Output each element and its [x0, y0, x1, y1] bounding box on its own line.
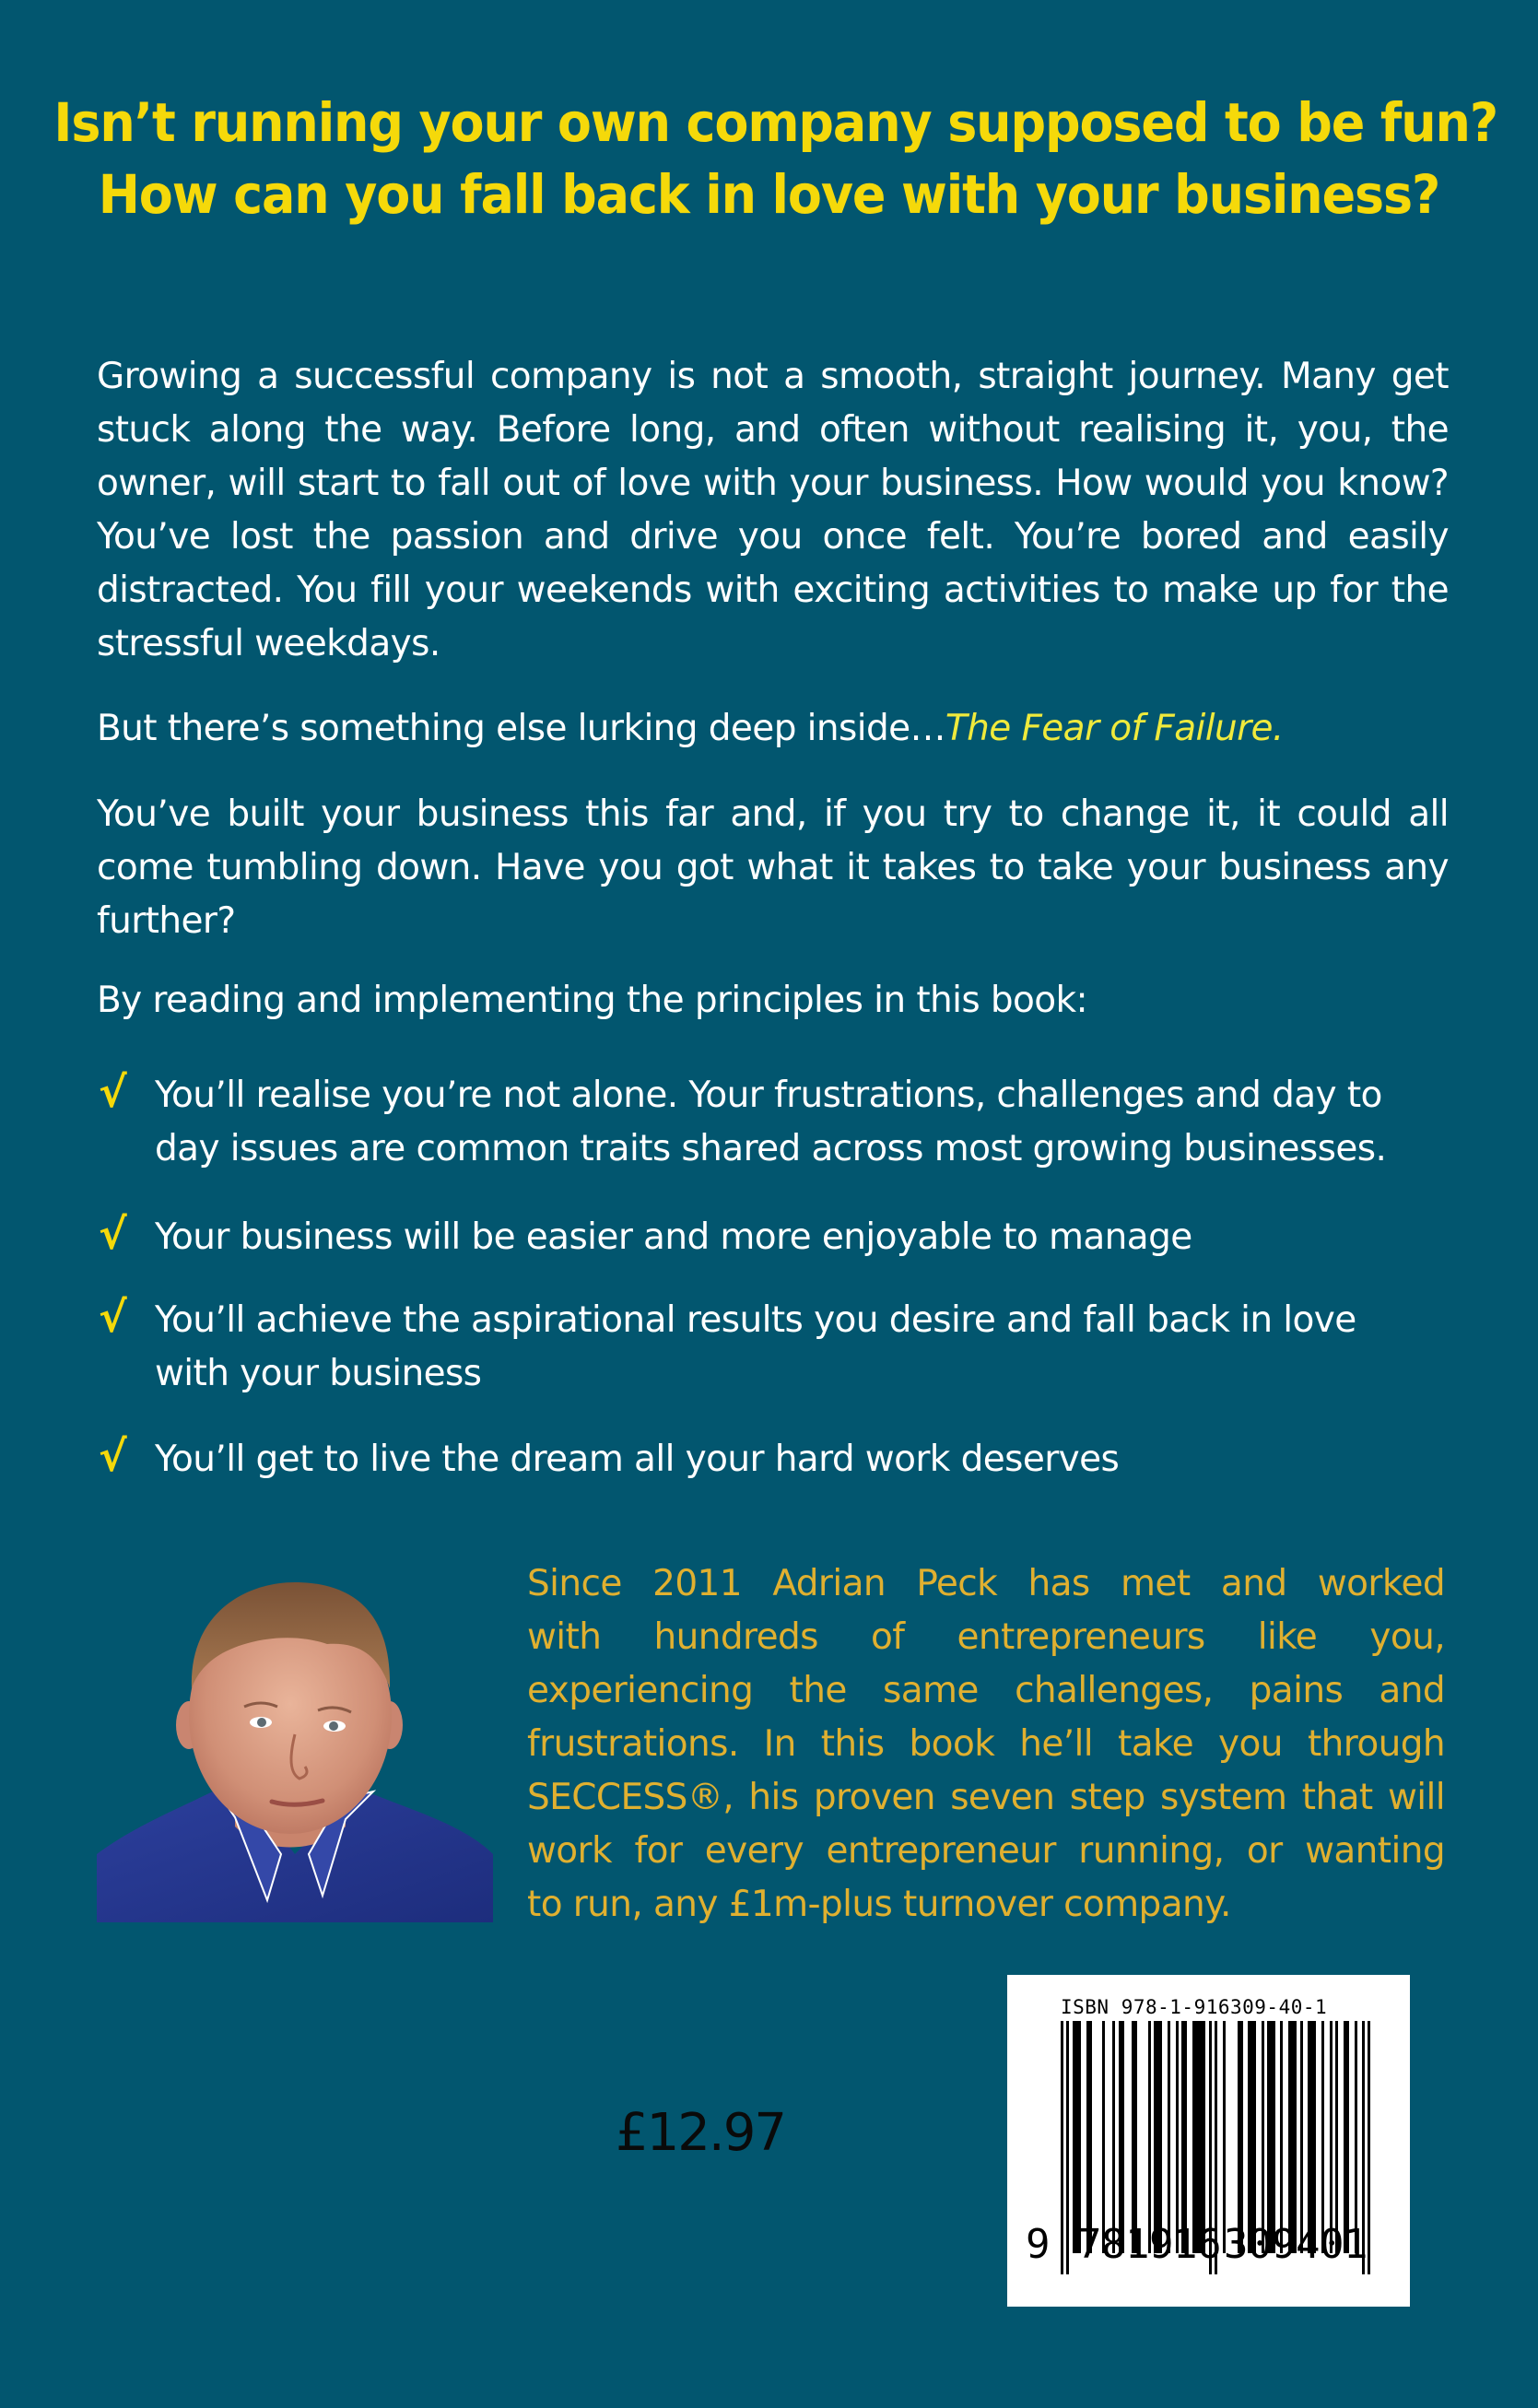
cover-headline	[53, 87, 1498, 230]
fear-paragraph	[97, 702, 1449, 756]
intro-paragraph	[97, 350, 1449, 671]
bio-line: work for every entrepreneur running, or wanting	[527, 1830, 1445, 1872]
headline-line-1: Isn’t running your own company supposed to be fun?	[53, 91, 1498, 154]
isbn-label: ISBN 978-1-916309-40-1	[1061, 1996, 1328, 2018]
barcode-digit-first: 9	[1026, 2221, 1051, 2268]
author-photo	[97, 1578, 493, 1922]
bio-line: frustrations. In this book he’ll take you through	[527, 1723, 1445, 1765]
benefit-line: You’ll achieve the aspirational results you desire and fall back in love	[155, 1299, 1356, 1341]
headline-line-2: How can you fall back in love with your business?	[98, 163, 1440, 226]
benefit-line: Your business will be easier and more enjoyable to manage	[155, 1216, 1192, 1258]
benefit-line: You’ll realise you’re not alone. Your frustrations, challenges and day to	[155, 1075, 1382, 1116]
checkmark-icon: √	[99, 1431, 127, 1481]
intro-line: stuck along the way. Before long, and often without realising it, you, the	[97, 409, 1449, 451]
benefit-line: with your business	[155, 1353, 482, 1394]
bio-line: SECCESS®, his proven seven step system that will	[527, 1777, 1445, 1818]
intro-line: stressful weekdays.	[97, 623, 440, 664]
fear-lead-text: But there’s something else lurking deep inside…	[97, 708, 945, 749]
intro-line: distracted. You fill your weekends with exciting activities to make up for the	[97, 570, 1449, 611]
bio-line: Since 2011 Adrian Peck has met and worked	[527, 1563, 1445, 1604]
barcode-digits-right: 309401	[1224, 2221, 1368, 2268]
isbn-barcode	[1007, 1975, 1410, 2307]
bio-line: experiencing the same challenges, pains and	[527, 1670, 1445, 1711]
author-bio	[527, 1557, 1445, 1932]
benefit-line: You’ll get to live the dream all your hard work deserves	[155, 1439, 1120, 1480]
built-line: You’ve built your business this far and, if you try to change it, it could all	[97, 793, 1449, 835]
fear-of-failure-accent: The Fear of Failure.	[945, 708, 1284, 749]
lead-in-text: By reading and implementing the principles in this book:	[97, 980, 1088, 1021]
checkmark-icon: √	[99, 1292, 127, 1342]
built-line: further?	[97, 900, 236, 942]
checkmark-icon: √	[99, 1067, 127, 1117]
benefit-line: day issues are common traits shared across most growing businesses.	[155, 1128, 1387, 1169]
built-line: come tumbling down. Have you got what it takes to take your business any	[97, 847, 1449, 888]
intro-line: owner, will start to fall out of love with your business. How would you know?	[97, 463, 1449, 504]
lead-in-paragraph	[97, 974, 1449, 1028]
barcode-digits-left: 781916	[1077, 2221, 1221, 2268]
author-portrait-icon	[97, 1578, 493, 1922]
bio-line: with hundreds of entrepreneurs like you,	[527, 1616, 1445, 1658]
checkmark-icon: √	[99, 1209, 127, 1259]
intro-line: Growing a successful company is not a smooth, straight journey. Many get	[97, 356, 1449, 397]
intro-line: You’ve lost the passion and drive you once felt. You’re bored and easily	[97, 516, 1449, 558]
price-label: £12.97	[616, 2103, 785, 2163]
bio-line: to run, any £1m-plus turnover company.	[527, 1884, 1231, 1925]
built-paragraph	[97, 788, 1449, 948]
